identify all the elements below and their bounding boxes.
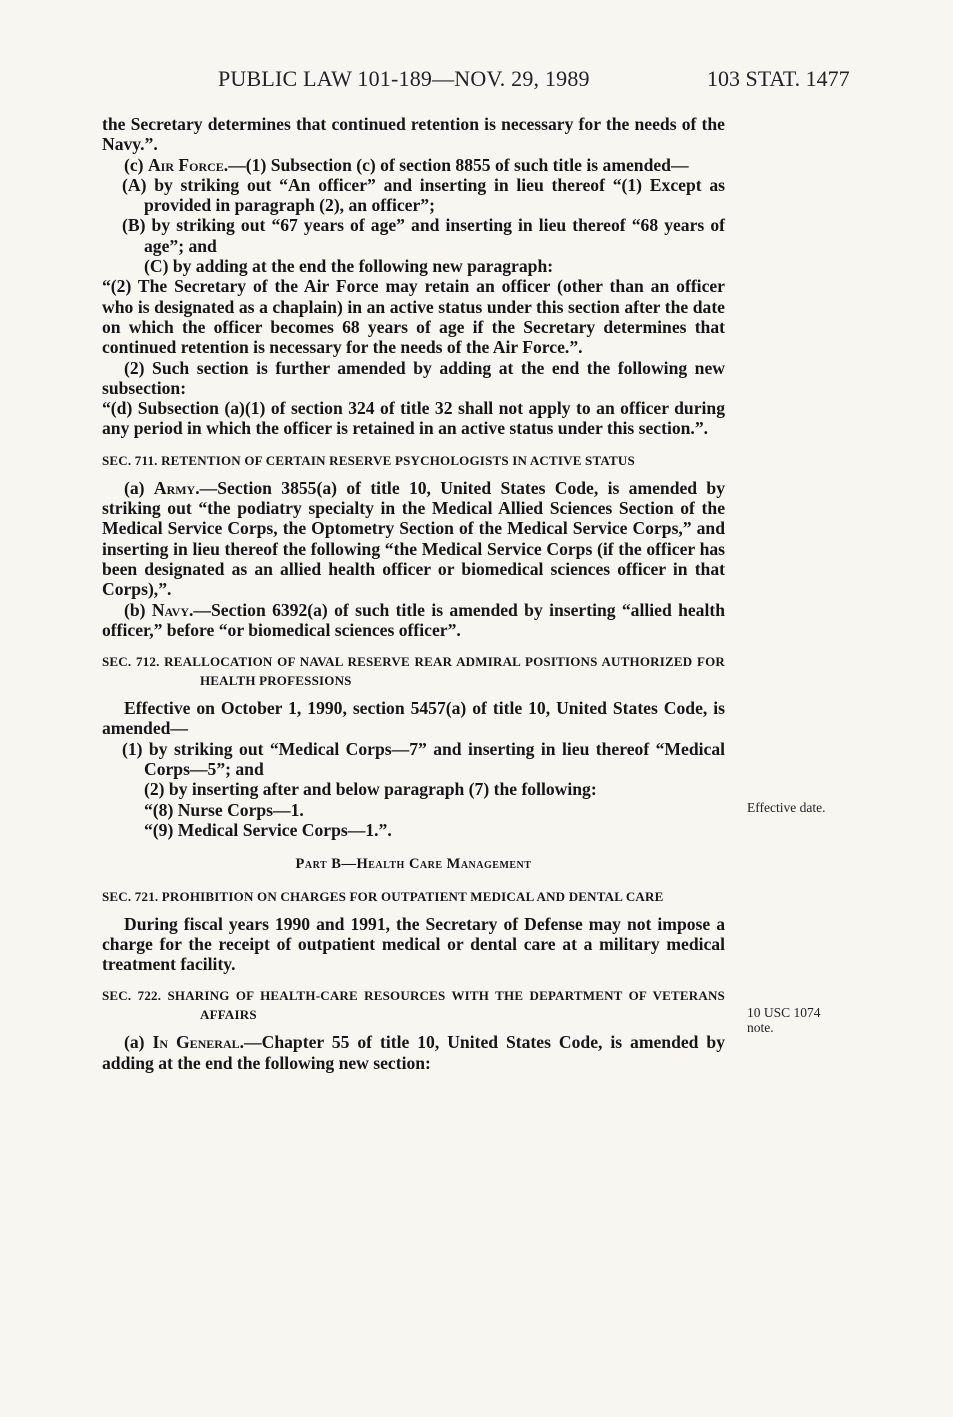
paragraph-quoted: “(2) The Secretary of the Air Force may retain an officer (other than an officer who is designated as a chaplain) in an active status under this section after the date on which the officer becomes 68 years of age if the Secretary determines that continued retention is necessary for the needs of the Air Force.”. (102, 276, 725, 358)
document-body (102, 114, 725, 1073)
paragraph-text: .—Section 6392(a) of such title is amended by inserting “allied health officer,” before “or biomedical sciences officer”. (102, 599, 725, 640)
paragraph: During fiscal years 1990 and 1991, the Secretary of Defense may not impose a charge for the receipt of outpatient medical or dental care at a military medical treatment facility. (102, 913, 725, 975)
paragraph-label: (c) (124, 154, 148, 175)
paragraph: Effective on October 1, 1990, section 5457(a) of title 10, United States Code, is amended— (102, 698, 725, 739)
paragraph-heading: In General (152, 1032, 240, 1053)
paragraph-army (102, 478, 725, 600)
paragraph-label: (b) (124, 599, 152, 620)
header-title: PUBLIC LAW 101-189—NOV. 29, 1989 (218, 66, 590, 91)
section-heading-712: SEC. 712. REALLOCATION OF NAVAL RESERVE REAR ADMIRAL POSITIONS AUTHORIZED FOR HEALTH PROFESSIONS (102, 654, 725, 689)
paragraph-quoted: “(d) Subsection (a)(1) of section 324 of title 32 shall not apply to an officer during any period in which the officer is retained in an active status under this section.”. (102, 398, 725, 439)
paragraph-heading: Navy (151, 599, 190, 620)
section-heading-722: SEC. 722. SHARING OF HEALTH-CARE RESOURCES WITH THE DEPARTMENT OF VETERANS AFFAIRS (102, 988, 725, 1023)
margin-note-line: note. (747, 1020, 774, 1035)
paragraph: (B) by striking out “67 years of age” and inserting in lieu thereof “68 years of age”; and (122, 215, 725, 256)
paragraph: (A) by striking out “An officer” and inserting in lieu thereof “(1) Except as provided in paragraph (2), an officer”; (122, 174, 725, 216)
margin-note-effective-date: Effective date. (747, 800, 826, 815)
paragraph: “(8) Nurse Corps—1. (144, 799, 304, 820)
paragraph: (2) Such section is further amended by adding at the end the following new subsection: (102, 357, 725, 398)
margin-note-usc-ref (747, 1005, 821, 1035)
paragraph-text: .—Section 3855(a) of title 10, United States Code, is amended by striking out “the podiatry specialty in the Medical Allied Sciences Section of the Medical Service Corps, the Optometry Section of the Medical Service Corps,” and inserting in lieu thereof the following “the Medical Service Corps (if the officer has been designated as an allied health officer or biomedical sciences officer in that Corps),”. (102, 477, 725, 600)
paragraph: (1) by striking out “Medical Corps—7” and inserting in lieu thereof “Medical Corps—5”; and (122, 738, 725, 780)
paragraph-heading: Army (153, 477, 196, 498)
page-header (0, 66, 953, 96)
section-heading-721: SEC. 721. PROHIBITION ON CHARGES FOR OUTPATIENT MEDICAL AND DENTAL CARE (102, 888, 664, 904)
paragraph: (C) by adding at the end the following new paragraph: (144, 256, 554, 277)
paragraph-heading: Air Force (147, 154, 224, 175)
margin-note-line: 10 USC 1074 (747, 1005, 821, 1020)
part-heading: Part B—Health Care Management (295, 856, 532, 873)
section-heading-711: SEC. 711. RETENTION OF CERTAIN RESERVE PSYCHOLOGISTS IN ACTIVE STATUS (102, 452, 635, 468)
header-stat-page: 103 STAT. 1477 (707, 66, 850, 91)
paragraph-label: (a) (124, 477, 154, 498)
paragraph: (2) by inserting after and below paragraph (7) the following: (144, 779, 597, 800)
paragraph: “(9) Medical Service Corps—1.”. (144, 819, 392, 840)
paragraph-text: .—Chapter 55 of title 10, United States Code, is amended by adding at the end the following new section: (102, 1032, 726, 1073)
paragraph-text: .—(1) Subsection (c) of section 8855 of such title is amended— (223, 154, 689, 175)
paragraph-in-general (102, 1032, 725, 1073)
paragraph: the Secretary determines that continued retention is necessary for the needs of the Navy.”. (102, 114, 725, 155)
paragraph-label: (a) (124, 1032, 153, 1053)
paragraph-navy (102, 600, 725, 641)
paragraph-air-force (102, 155, 725, 175)
